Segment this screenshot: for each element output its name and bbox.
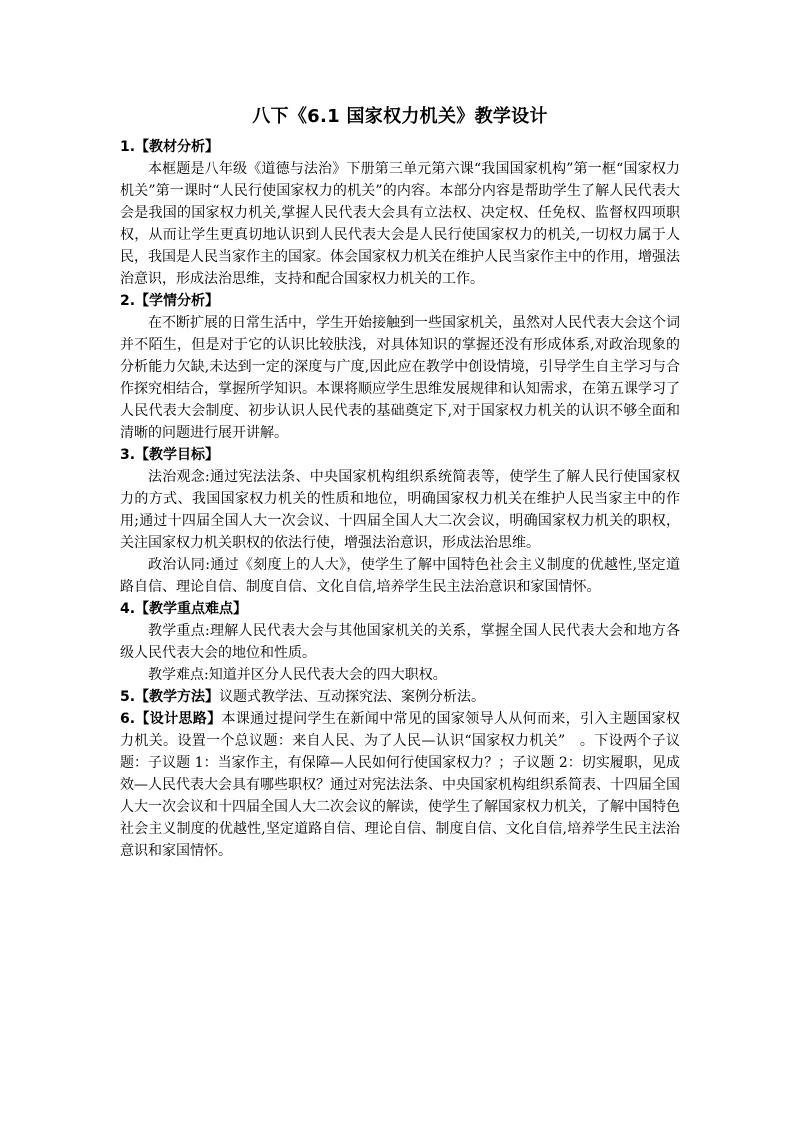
- section-student-analysis: [120, 290, 680, 444]
- section-heading: 5.【教学方法】: [120, 689, 220, 705]
- document-page: [120, 104, 680, 862]
- section-paragraph: 在不断扩展的日常生活中，学生开始接触到一些国家机关，虽然对人民代表大会这个词并不陌生，但是对于它的认识比较肤浅，对具体知识的掌握还没有形成体系,对政治现象的分析能力欠缺,未达到一定的深度与广度,因此应在教学中创设情境，引导学生自主学习与合作探究相结合，掌握所学知识。本课将顺应学生思维发展规律和认知需求，在第五课学习了人民代表大会制度、初步认识人民代表的基础奠定下,对于国家权力机关的认识不够全面和清晰的问题进行展开讲解。: [120, 315, 680, 441]
- section-teaching-methods: [120, 686, 680, 708]
- section-paragraph: 教学重点:理解人民代表大会与其他国家机关的关系，掌握全国人民代表大会和地方各级人民代表大会的地位和性质。: [120, 623, 680, 661]
- section-paragraph: 本框题是八年级《道德与法治》下册第三单元第六课“我国国家机构”第一框“国家权力机关”第一课时“人民行使国家权力的机关”的内容。本部分内容是帮助学生了解人民代表大会是我国的国家权力机关,掌握人民代表大会具有立法权、决定权、任免权、监督权四项职权，从而让学生更真切地认识到人民代表大会是人民行使国家权力的机关,一切权力属于人民，我国是人民当家作主的国家。体会国家权力机关在维护人民当家作主中的作用，增强法治意识，形成法治思维，支持和配合国家权力机关的工作。: [120, 161, 680, 287]
- section-teaching-goals: [120, 444, 680, 598]
- section-heading: 4.【教学重点难点】: [120, 601, 248, 617]
- section-paragraph: 法治观念:通过宪法法条、中央国家机构组织系统简表等，使学生了解人民行使国家权力的方式、我国国家权力机关的性质和地位，明确国家权力机关在维护人民当家主中的作用;通过十四届全国人大一次会议、十四届全国人大二次会议，明确国家权力机关的职权，关注国家权力机关职权的依法行使，增强法治意识，形成法治思维。: [120, 469, 680, 551]
- section-textbook-analysis: [120, 136, 680, 290]
- section-heading: 1.【教材分析】: [120, 139, 220, 155]
- section-paragraph: 教学难点:知道并区分人民代表大会的四大职权。: [148, 667, 447, 683]
- section-heading: 3.【教学目标】: [120, 447, 220, 463]
- section-heading: 6.【设计思路】: [120, 711, 222, 727]
- document-title: 八下《6.1 国家权力机关》教学设计: [252, 106, 548, 127]
- section-heading: 2.【学情分析】: [120, 293, 220, 309]
- section-design-ideas: [120, 708, 680, 862]
- section-paragraph: 政治认同:通过《刻度上的人大》，使学生了解中国特色社会主义制度的优越性,坚定道路自信、理论自信、制度自信、文化自信,培养学生民主法治意识和家国情怀。: [120, 557, 680, 595]
- section-text: 议题式教学法、互动探究法、案例分析法。: [219, 689, 486, 705]
- section-text: 本课通过提问学生在新闻中常见的国家领导人从何而来，引入主题国家权力机关。设置一个总议题：来自人民、为了人民—认识“国家权力机关” 。下设两个子议题：子议题 1：当家作主，有保障—人民如何行使国家权力？；子议题 2：切实履职，见成效—人民代表大会具有哪些职权？通过对宪法法条、中央国家机构组织系简表、十四届全国人大一次会议和十四届全国人大二次会议的解读，使学生了解国家权力机关，了解中国特色社会主义制度的优越性,坚定道路自信、理论自信、制度自信、文化自信,培养学生民主法治意识和家国情怀。: [120, 711, 681, 859]
- section-key-points: [120, 598, 680, 686]
